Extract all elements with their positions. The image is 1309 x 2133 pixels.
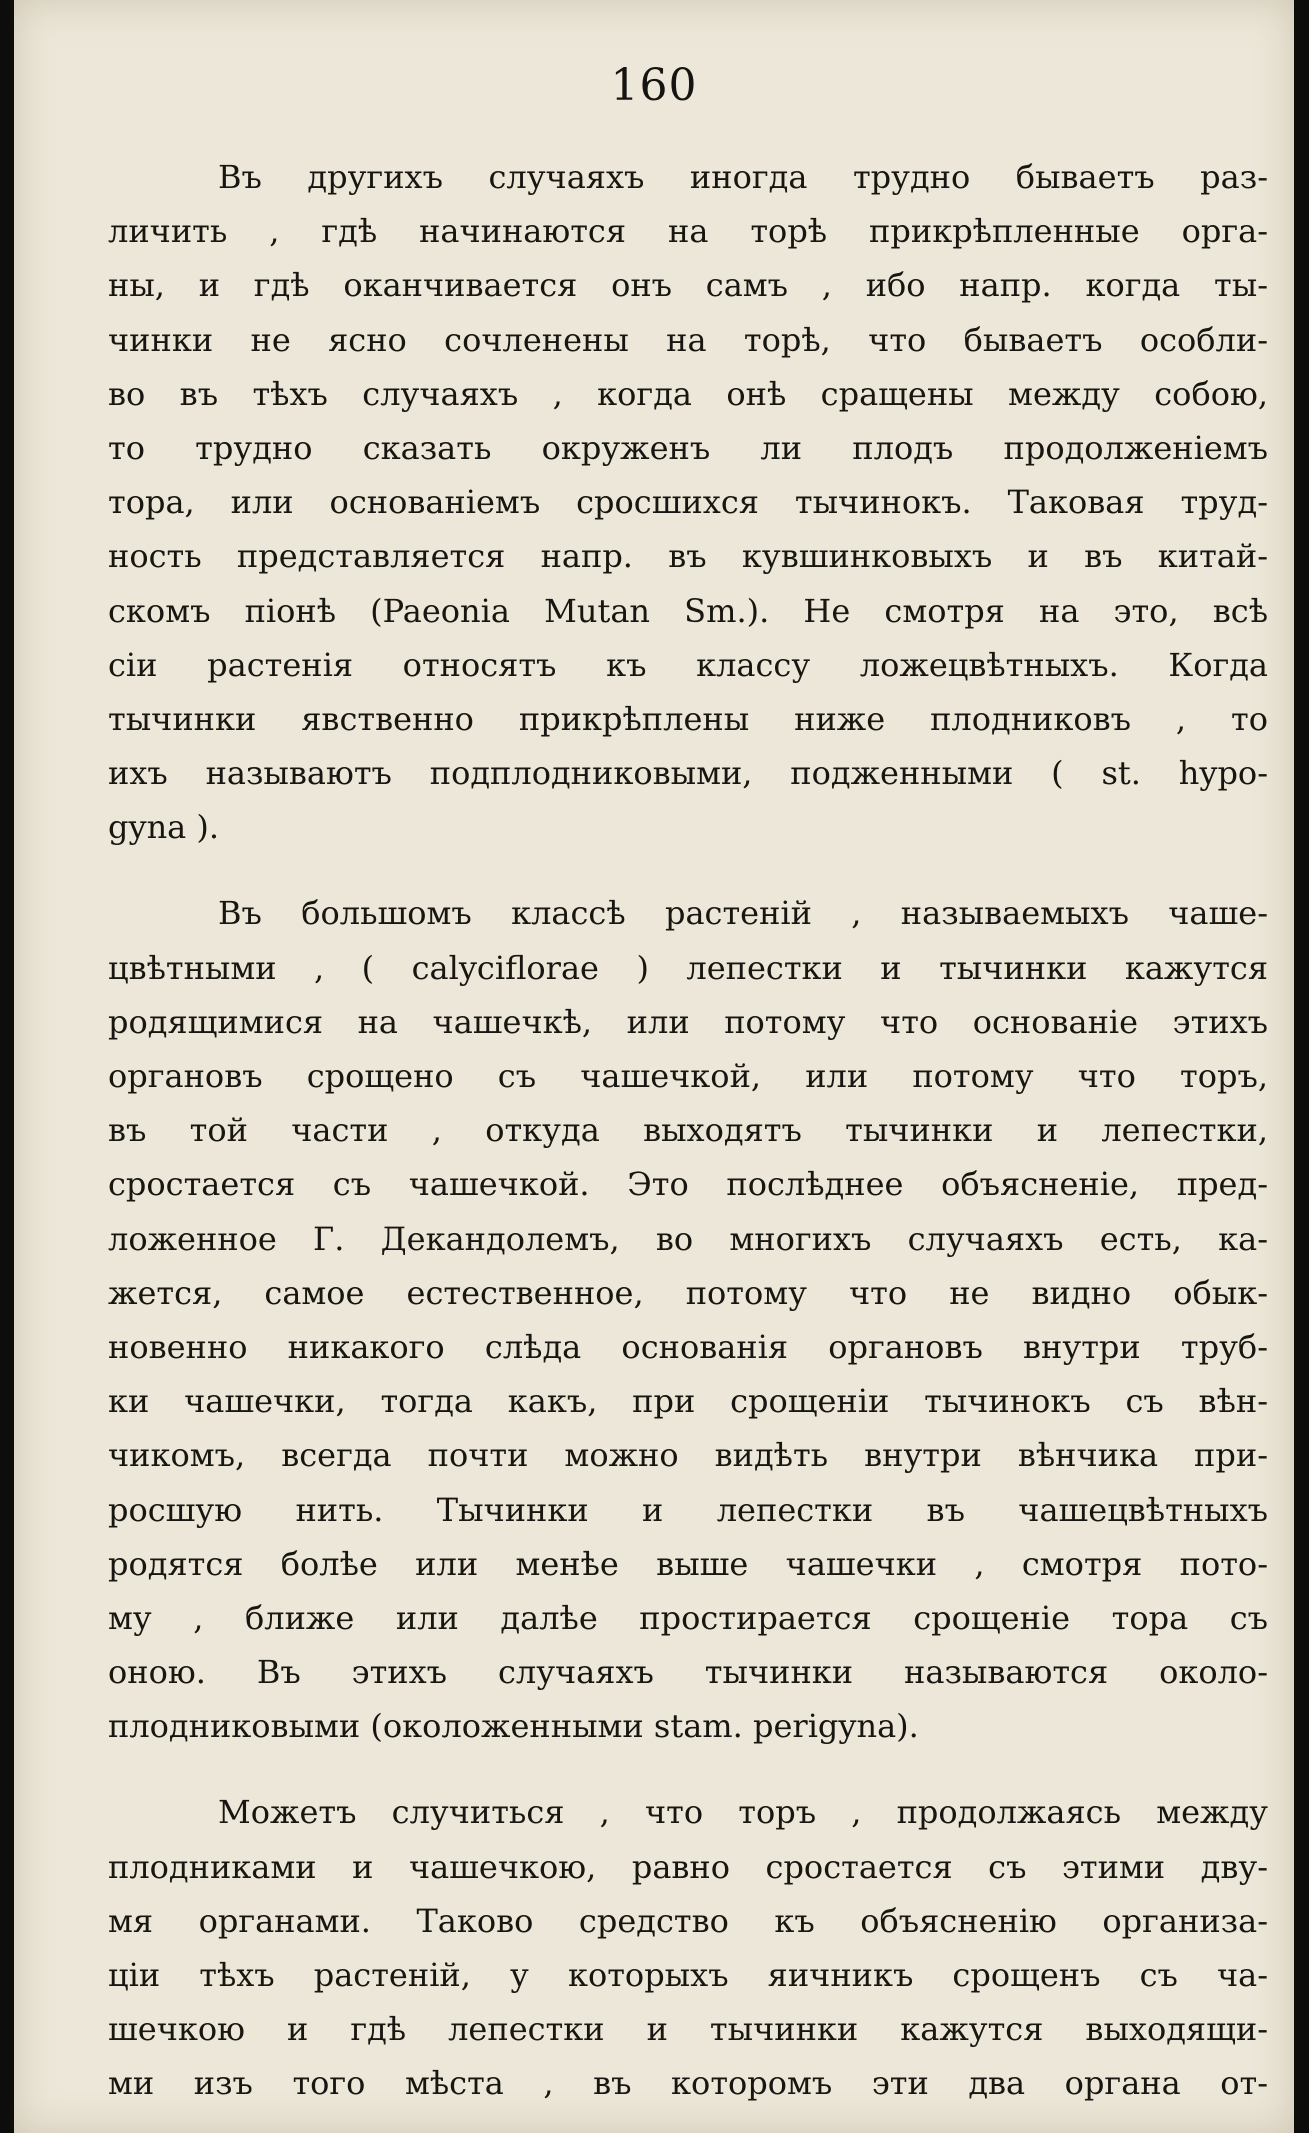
- text-line: мя органами. Таково средство къ объясненію организа-: [108, 1901, 1268, 1940]
- text-line: плодниками и чашечкою, равно сростается съ этими дву-: [108, 1847, 1268, 1886]
- text-line: родящимися на чашечкѣ, или потому что основаніе этихъ: [108, 1002, 1268, 1041]
- book-page: [14, 0, 1294, 2133]
- text-line: росшую нить. Тычинки и лепестки въ чашецвѣтныхъ: [108, 1490, 1268, 1529]
- text-line: ми изъ того мѣста , въ которомъ эти два органа от-: [108, 2064, 1268, 2103]
- page-number: 160: [610, 60, 698, 111]
- text-line: тора, или основаніемъ сросшихся тычинокъ. Таковая труд-: [108, 483, 1268, 522]
- text-line: Можетъ случиться , что торъ , продолжаясь между: [218, 1793, 1268, 1832]
- text-line: то трудно сказать окруженъ ли плодъ продолженіемъ: [108, 428, 1268, 467]
- text-line: gyna ).: [108, 808, 220, 847]
- text-line: ихъ называютъ подплодниковыми, подженными ( st. hypo-: [108, 754, 1268, 793]
- text-line: Въ большомъ классѣ растеній , называемыхъ чаше-: [218, 894, 1268, 933]
- paragraph: [108, 1785, 1268, 2110]
- text-line: ложенное Г. Декандолемъ, во многихъ случаяхъ есть, ка-: [108, 1219, 1268, 1258]
- text-line: скомъ піонѣ (Paeonia Mutan Sm.). Не смотря на это, всѣ: [108, 591, 1268, 630]
- text-line: чинки не ясно сочленены на торѣ, что бываетъ особли-: [108, 320, 1268, 359]
- text-line: родятся болѣе или менѣе выше чашечки , смотря пото-: [108, 1544, 1268, 1583]
- text-line: оною. Въ этихъ случаяхъ тычинки называются около-: [108, 1653, 1268, 1692]
- text-line: му , ближе или далѣе простирается срощеніе тора съ: [108, 1598, 1268, 1637]
- text-line: ки чашечки, тогда какъ, при срощеніи тычинокъ съ вѣн-: [108, 1382, 1268, 1421]
- text-line: личить , гдѣ начинаются на торѣ прикрѣпленные орга-: [108, 212, 1268, 251]
- text-line: сростается съ чашечкой. Это послѣднее объясненіе, пред-: [108, 1165, 1268, 1204]
- text-line: новенно никакого слѣда основанія органовъ внутри труб-: [108, 1327, 1268, 1366]
- text-line: органовъ срощено съ чашечкой, или потому что торъ,: [108, 1057, 1268, 1095]
- text-line: Въ другихъ случаяхъ иногда трудно бываетъ раз-: [218, 158, 1268, 196]
- text-line: жется, самое естественное, потому что не видно обык-: [108, 1273, 1268, 1312]
- text-line: шечкою и гдѣ лепестки и тычинки кажутся выходящи-: [108, 2010, 1268, 2049]
- text-line: ны, и гдѣ оканчивается онъ самъ , ибо напр. когда ты-: [108, 266, 1268, 305]
- text-line: сіи растенія относятъ къ классу ложецвѣтныхъ. Когда: [108, 645, 1268, 684]
- text-line: плодниковыми (околоженными stam. perigyna).: [108, 1707, 919, 1746]
- text-line: въ той части , откуда выходятъ тычинки и лепестки,: [108, 1111, 1268, 1150]
- text-line: чикомъ, всегда почти можно видѣть внутри вѣнчика при-: [108, 1436, 1268, 1475]
- text-line: ціи тѣхъ растеній, у которыхъ яичникъ срощенъ съ ча-: [108, 1956, 1268, 1994]
- text-line: во въ тѣхъ случаяхъ , когда онѣ сращены между собою,: [108, 374, 1268, 413]
- text-line: ность представляется напр. въ кувшинковыхъ и въ китай-: [108, 537, 1268, 576]
- text-line: цвѣтными , ( calyciflorae ) лепестки и тычинки кажутся: [108, 948, 1268, 987]
- paragraph: [108, 150, 1268, 854]
- paragraph: [108, 886, 1268, 1753]
- page-body: [108, 150, 1268, 2133]
- text-line: тычинки явственно прикрѣплены ниже плодниковъ , то: [108, 699, 1268, 738]
